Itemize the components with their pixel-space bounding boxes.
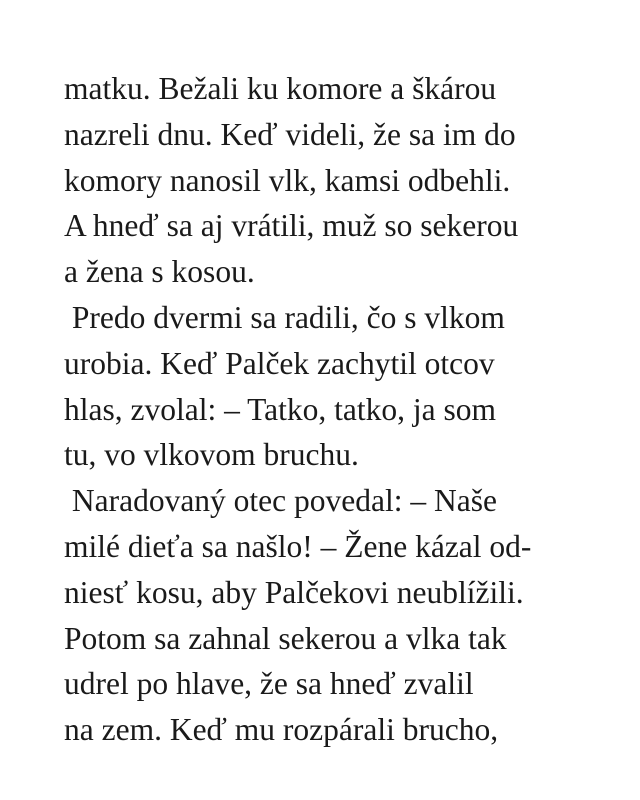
text-line: tu, vo vlkovom bruchu. <box>64 437 359 473</box>
text-line: komory nanosil vlk, kamsi odbehli. <box>64 162 511 198</box>
text-line: udrel po hlave, že sa hneď zvalil <box>64 666 474 702</box>
text-line: a žena s kosou. <box>64 254 255 290</box>
text-line: Potom sa zahnal sekerou a vlka tak <box>64 620 507 656</box>
text-line: matku. Bežali ku komore a škárou <box>64 71 497 106</box>
text-line: na zem. Keď mu rozpárali brucho, <box>64 712 499 748</box>
text-line: Naradovaný otec povedal: – Naše <box>64 483 497 519</box>
text-line: A hneď sa aj vrátili, muž so sekerou <box>64 208 519 244</box>
text-line: urobia. Keď Palček zachytil otcov <box>64 345 495 381</box>
text-line: nazreli dnu. Keď videli, že sa im do <box>64 116 516 152</box>
text-line: niesť kosu, aby Palčekovi neublížili. <box>64 574 524 610</box>
page-text <box>64 66 624 753</box>
text-line: hlas, zvolal: – Tatko, tatko, ja som <box>64 391 497 427</box>
text-line: Predo dvermi sa radili, čo s vlkom <box>64 299 505 335</box>
text-line: milé dieťa sa našlo! – Žene kázal od- <box>64 528 532 564</box>
